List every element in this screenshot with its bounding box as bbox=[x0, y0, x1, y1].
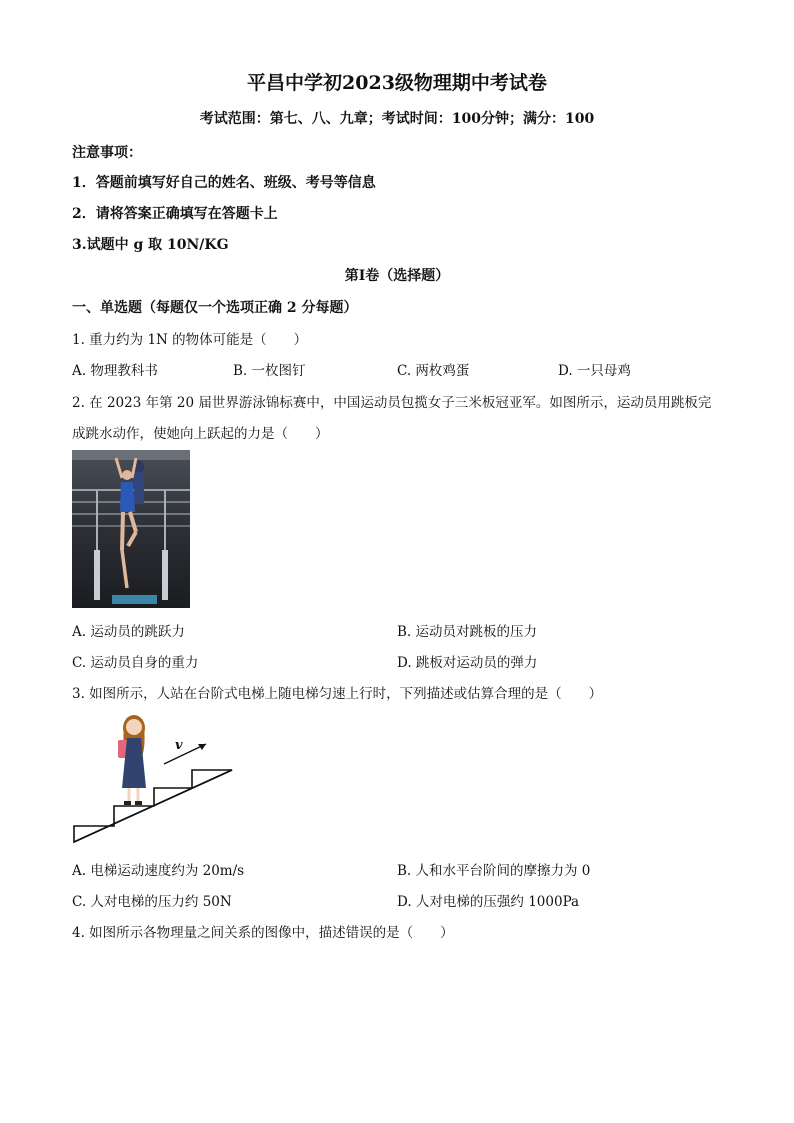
q2-option-d: D. 跳板对运动员的弹力 bbox=[397, 655, 538, 671]
page-title: 平昌中学初2023级物理期中考试卷 bbox=[247, 72, 547, 94]
q1-option-b: B. 一枚图钉 bbox=[233, 363, 306, 379]
diver-photo bbox=[72, 450, 190, 608]
q2-option-c: C. 运动员自身的重力 bbox=[72, 655, 199, 671]
question-3-stem: 3. 如图所示，人站在台阶式电梯上随电梯匀速上行时，下列描述或估算合理的是（ ） bbox=[72, 686, 603, 702]
q1-option-c: C. 两枚鸡蛋 bbox=[397, 363, 470, 379]
q1-option-a: A. 物理教科书 bbox=[72, 363, 158, 379]
question-4-stem: 4. 如图所示各物理量之间关系的图像中，描述错误的是（ ） bbox=[72, 925, 454, 941]
note-item-1: 1．答题前填写好自己的姓名、班级、考号等信息 bbox=[72, 175, 376, 191]
q3-option-a: A. 电梯运动速度约为 20m/s bbox=[72, 863, 245, 879]
notes-heading: 注意事项： bbox=[72, 145, 142, 161]
question-1-stem: 1. 重力约为 1N 的物体可能是（ ） bbox=[72, 332, 308, 348]
note-item-3: 3.试题中 g 取 10N/KG bbox=[72, 237, 229, 253]
q3-option-b: B. 人和水平台阶间的摩擦力为 0 bbox=[397, 863, 591, 879]
q3-option-c: C. 人对电梯的压力约 50N bbox=[72, 894, 232, 910]
question-2-stem-line1: 2. 在 2023 年第 20 届世界游泳锦标赛中，中国运动员包揽女子三米板冠亚军。如图所示，运动员用跳板完 bbox=[72, 395, 712, 411]
part-title: 一、单选题（每题仅一个选项正确 2 分每题） bbox=[72, 300, 358, 316]
velocity-label: v bbox=[175, 738, 183, 753]
exam-info: 考试范围：第七、八、九章；考试时间：100分钟；满分：100 bbox=[199, 111, 595, 127]
q2-option-b: B. 运动员对跳板的压力 bbox=[397, 624, 538, 640]
q1-option-d: D. 一只母鸡 bbox=[558, 363, 631, 379]
q2-option-a: A. 运动员的跳跃力 bbox=[72, 624, 185, 640]
volume-title: 第Ⅰ卷（选择题） bbox=[344, 268, 450, 284]
q3-option-d: D. 人对电梯的压强约 1000Pa bbox=[397, 894, 580, 910]
question-2-stem-line2: 成跳水动作，使她向上跃起的力是（ ） bbox=[72, 426, 329, 442]
escalator-figure bbox=[72, 706, 237, 844]
note-item-2: 2．请将答案正确填写在答题卡上 bbox=[72, 206, 278, 222]
